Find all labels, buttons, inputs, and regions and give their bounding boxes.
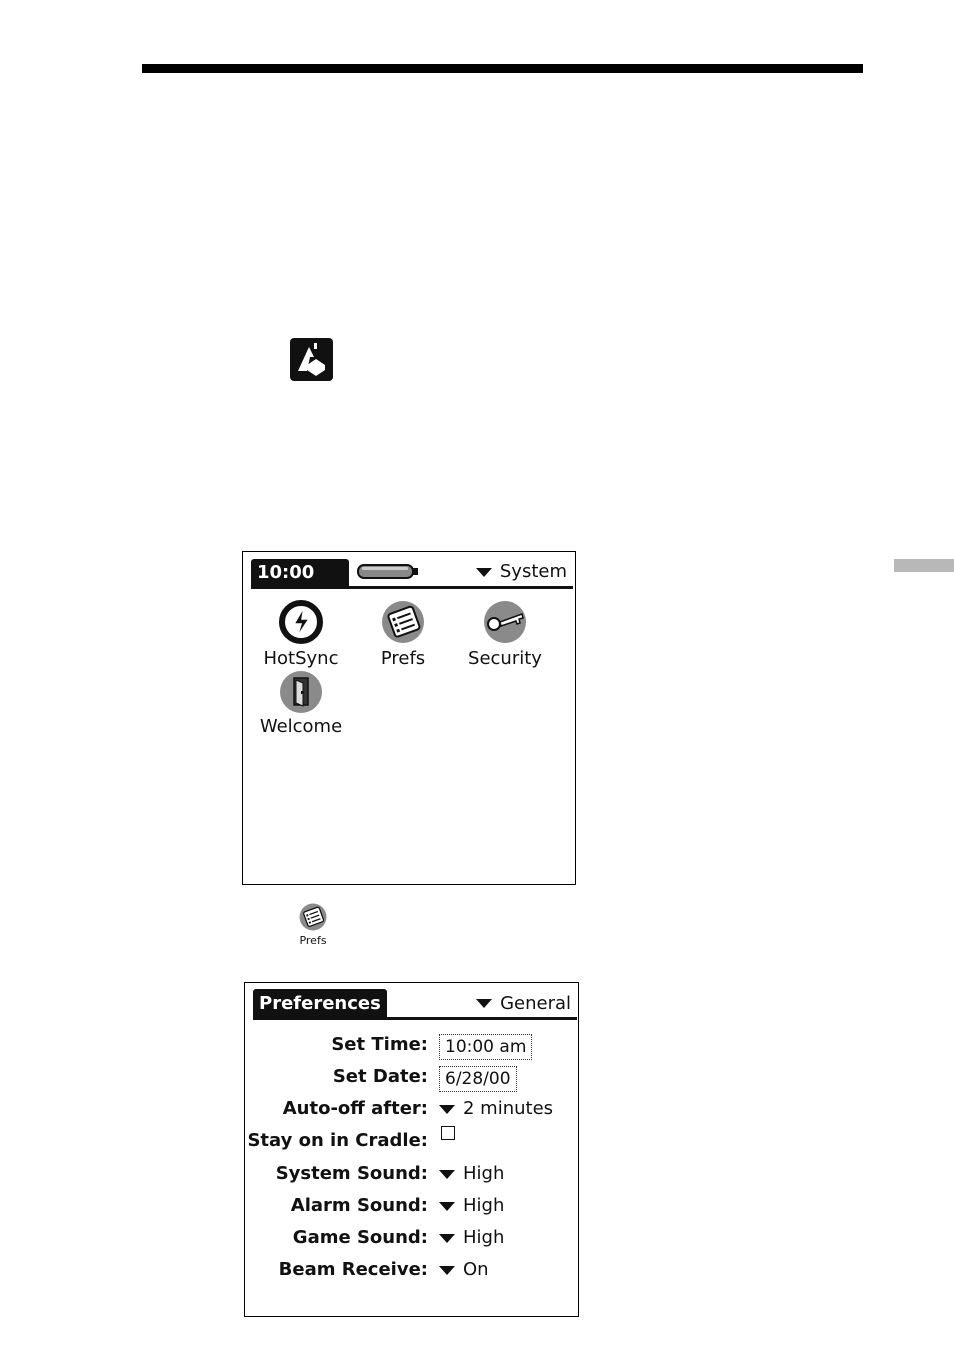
row-set-time [245,1030,578,1060]
set-time-field[interactable] [439,1030,532,1060]
app-label: HotSync [263,648,339,669]
home-note-icon [290,338,333,381]
security-key-icon [480,597,530,647]
app-security[interactable] [455,597,555,669]
row-set-date [245,1062,578,1092]
category-picker[interactable] [476,559,567,585]
battery-icon [357,564,419,579]
category-label: System [499,561,567,582]
game-sound-value: High [463,1227,505,1248]
preferences-screen [244,982,579,1317]
panel-picker[interactable] [476,989,571,1017]
prefs-icon-small [293,902,333,947]
chevron-down-icon [476,568,492,577]
chevron-down-icon [439,1105,455,1114]
chevron-down-icon [439,1266,455,1275]
app-label: Prefs [380,648,426,669]
launcher-header [251,559,573,611]
prefs-icon [378,597,428,647]
row-auto-off [245,1094,578,1124]
stay-on-cradle-label: Stay on in Cradle: [247,1130,428,1151]
welcome-door-icon [276,669,326,715]
page-title: Preferences [253,989,387,1017]
hotsync-icon [276,597,326,647]
set-time-label: Set Time: [331,1034,428,1055]
app-hotsync[interactable] [251,597,351,669]
set-date-value[interactable]: 6/28/00 [439,1066,517,1092]
system-sound-value: High [463,1163,505,1184]
row-stay-on-cradle [245,1126,578,1156]
app-label: Welcome [259,716,343,737]
side-tab-marker [894,559,954,572]
chevron-down-icon [439,1202,455,1211]
prefs-caption: Prefs [299,934,327,947]
set-date-field[interactable] [439,1062,517,1092]
app-prefs[interactable] [353,597,453,669]
system-sound-label: System Sound: [275,1163,428,1184]
chevron-down-icon [439,1170,455,1179]
set-date-label: Set Date: [332,1066,428,1087]
panel-label: General [500,992,571,1014]
clock-tab[interactable]: 10:00 am [251,559,349,586]
game-sound-label: Game Sound: [292,1227,428,1248]
app-welcome[interactable] [251,669,351,737]
row-alarm-sound [245,1191,578,1221]
system-sound-picker[interactable] [439,1159,504,1189]
game-sound-picker[interactable] [439,1223,504,1253]
beam-receive-value: On [463,1259,489,1280]
prefs-icon [297,902,329,932]
beam-receive-picker[interactable] [439,1255,489,1285]
row-system-sound [245,1159,578,1189]
row-beam-receive [245,1255,578,1285]
alarm-sound-label: Alarm Sound: [290,1195,428,1216]
alarm-sound-value: High [463,1195,505,1216]
beam-receive-label: Beam Receive: [278,1259,428,1280]
row-game-sound [245,1223,578,1253]
alarm-sound-picker[interactable] [439,1191,504,1221]
chevron-down-icon [439,1234,455,1243]
app-label: Security [468,648,542,669]
top-rule [142,64,863,73]
auto-off-value: 2 minutes [463,1098,554,1119]
set-time-value[interactable]: 10:00 am [439,1034,532,1060]
stay-on-cradle-field [439,1126,455,1140]
stay-on-cradle-checkbox[interactable] [441,1126,455,1140]
auto-off-picker[interactable] [439,1094,553,1124]
preferences-header [253,989,577,1020]
launcher-screen [242,551,576,885]
auto-off-label: Auto-off after: [282,1098,428,1119]
chevron-down-icon [476,999,492,1008]
